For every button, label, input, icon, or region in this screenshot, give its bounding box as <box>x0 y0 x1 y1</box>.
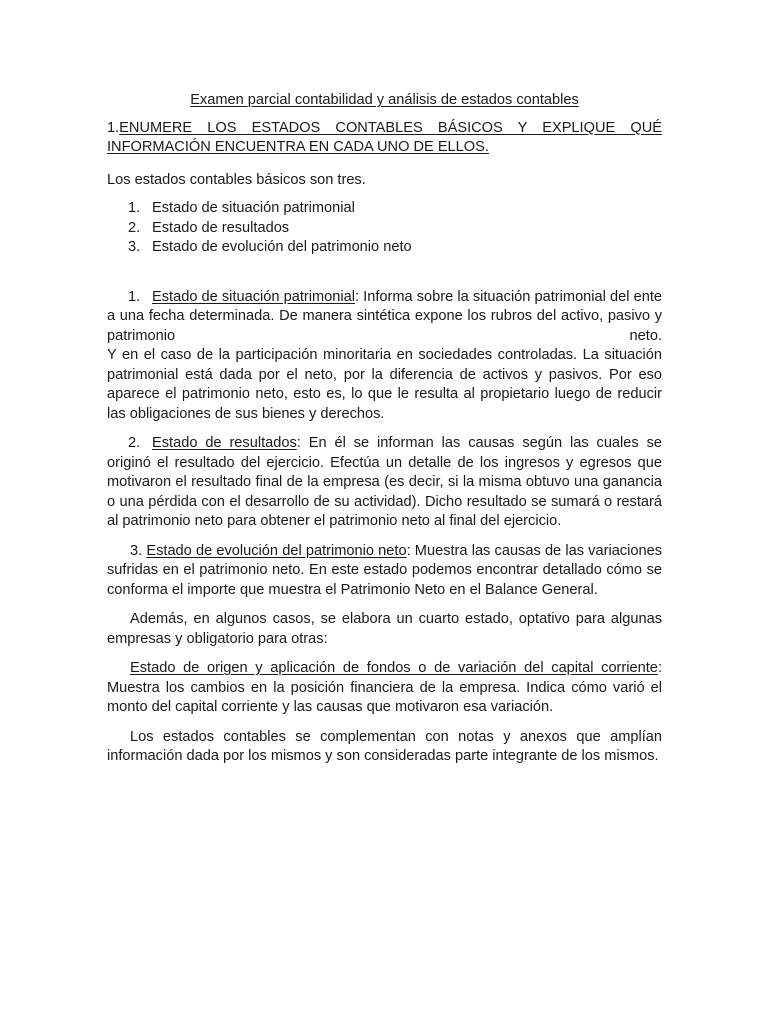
list-item <box>107 219 662 239</box>
section-resultados <box>107 434 662 532</box>
section-body-continued: Y en el caso de la participación minoritaria en sociedades controladas. La situación patrimonial está dada por el neto, por la diferencia de activos y pasivos. Por eso aparece el patrimonio neto, esto es, lo que le resulta al propietario luego de reducir las obligaciones de sus bienes y derechos. <box>107 347 662 422</box>
list-item <box>107 238 662 258</box>
section-body: : Informa sobre la situación patrimonial del ente a una fecha determinada. De manera sintética expone los rubros del activo, pasivo y patrimonio neto. <box>107 288 662 344</box>
section-heading: Estado de evolución del patrimonio neto <box>146 542 407 559</box>
section-number: 2. <box>128 435 141 451</box>
section-heading: Estado de situación patrimonial <box>152 288 355 305</box>
section-body-first <box>107 288 662 347</box>
document-title-text: Examen parcial contabilidad y análisis de estados contables <box>190 92 579 108</box>
list-item-text: Estado de situación patrimonial <box>152 200 355 216</box>
section-heading: Estado de resultados <box>152 435 297 451</box>
section-number: 3. <box>130 542 143 559</box>
closing-text: Los estados contables se complementan con notas y anexos que amplían información dada por los mismos y son consideradas parte integrante de los mismos. <box>107 728 662 764</box>
question-text: ENUMERE LOS ESTADOS CONTABLES BÁSICOS Y EXPLIQUE QUÉ INFORMACIÓN ENCUENTRA EN CADA UNO DE ELLOS. <box>107 119 662 155</box>
section-body: : Muestra las causas de las variaciones sufridas en el patrimonio neto. En este estado podemos encontrar detallado cómo se conforma el importe que muestra el Patrimonio Neto en el Balance General. <box>107 542 662 598</box>
additional-text: Además, en algunos casos, se elabora un cuarto estado, optativo para algunas empresas y obligatorio para otras: <box>107 611 662 647</box>
list-item-number: 3. <box>128 239 141 255</box>
question-heading <box>107 119 662 158</box>
list-item-text: Estado de evolución del patrimonio neto <box>152 239 412 255</box>
list-item-text: Estado de resultados <box>152 219 290 236</box>
section-evolucion-patrimonio <box>107 542 662 601</box>
document-body <box>107 91 662 777</box>
section-heading: Estado de origen y aplicación de fondos o de variación del capital corriente <box>130 660 658 676</box>
statements-list <box>107 199 662 258</box>
section-body: : En él se informan las causas según las cuales se originó el resultado del ejercicio. Efectúa un detalle de los ingresos y egresos que motivaron el resultado final de la empresa (es decir, si la misma obtuvo una ganancia o una pérdida con el desarrollo de su actividad). Dicho resultado se sumará o restará al patrimonio neto para obtener el patrimonio neto al final del ejercicio. <box>107 435 663 529</box>
section-situacion-patrimonial <box>107 288 662 425</box>
list-item-number: 1. <box>128 200 141 216</box>
question-number: 1. <box>107 119 120 136</box>
list-item <box>107 199 662 219</box>
section-body: : Muestra los cambios en la posición financiera de la empresa. Indica cómo varió el monto del capital corriente y las causas que motivaron esa variación. <box>107 660 662 715</box>
section-number: 1. <box>128 288 141 305</box>
list-item-number: 2. <box>128 219 141 236</box>
document-title <box>107 91 662 111</box>
section-origen-aplicacion-fondos <box>107 659 662 718</box>
intro-text: Los estados contables básicos son tres. <box>107 171 366 188</box>
